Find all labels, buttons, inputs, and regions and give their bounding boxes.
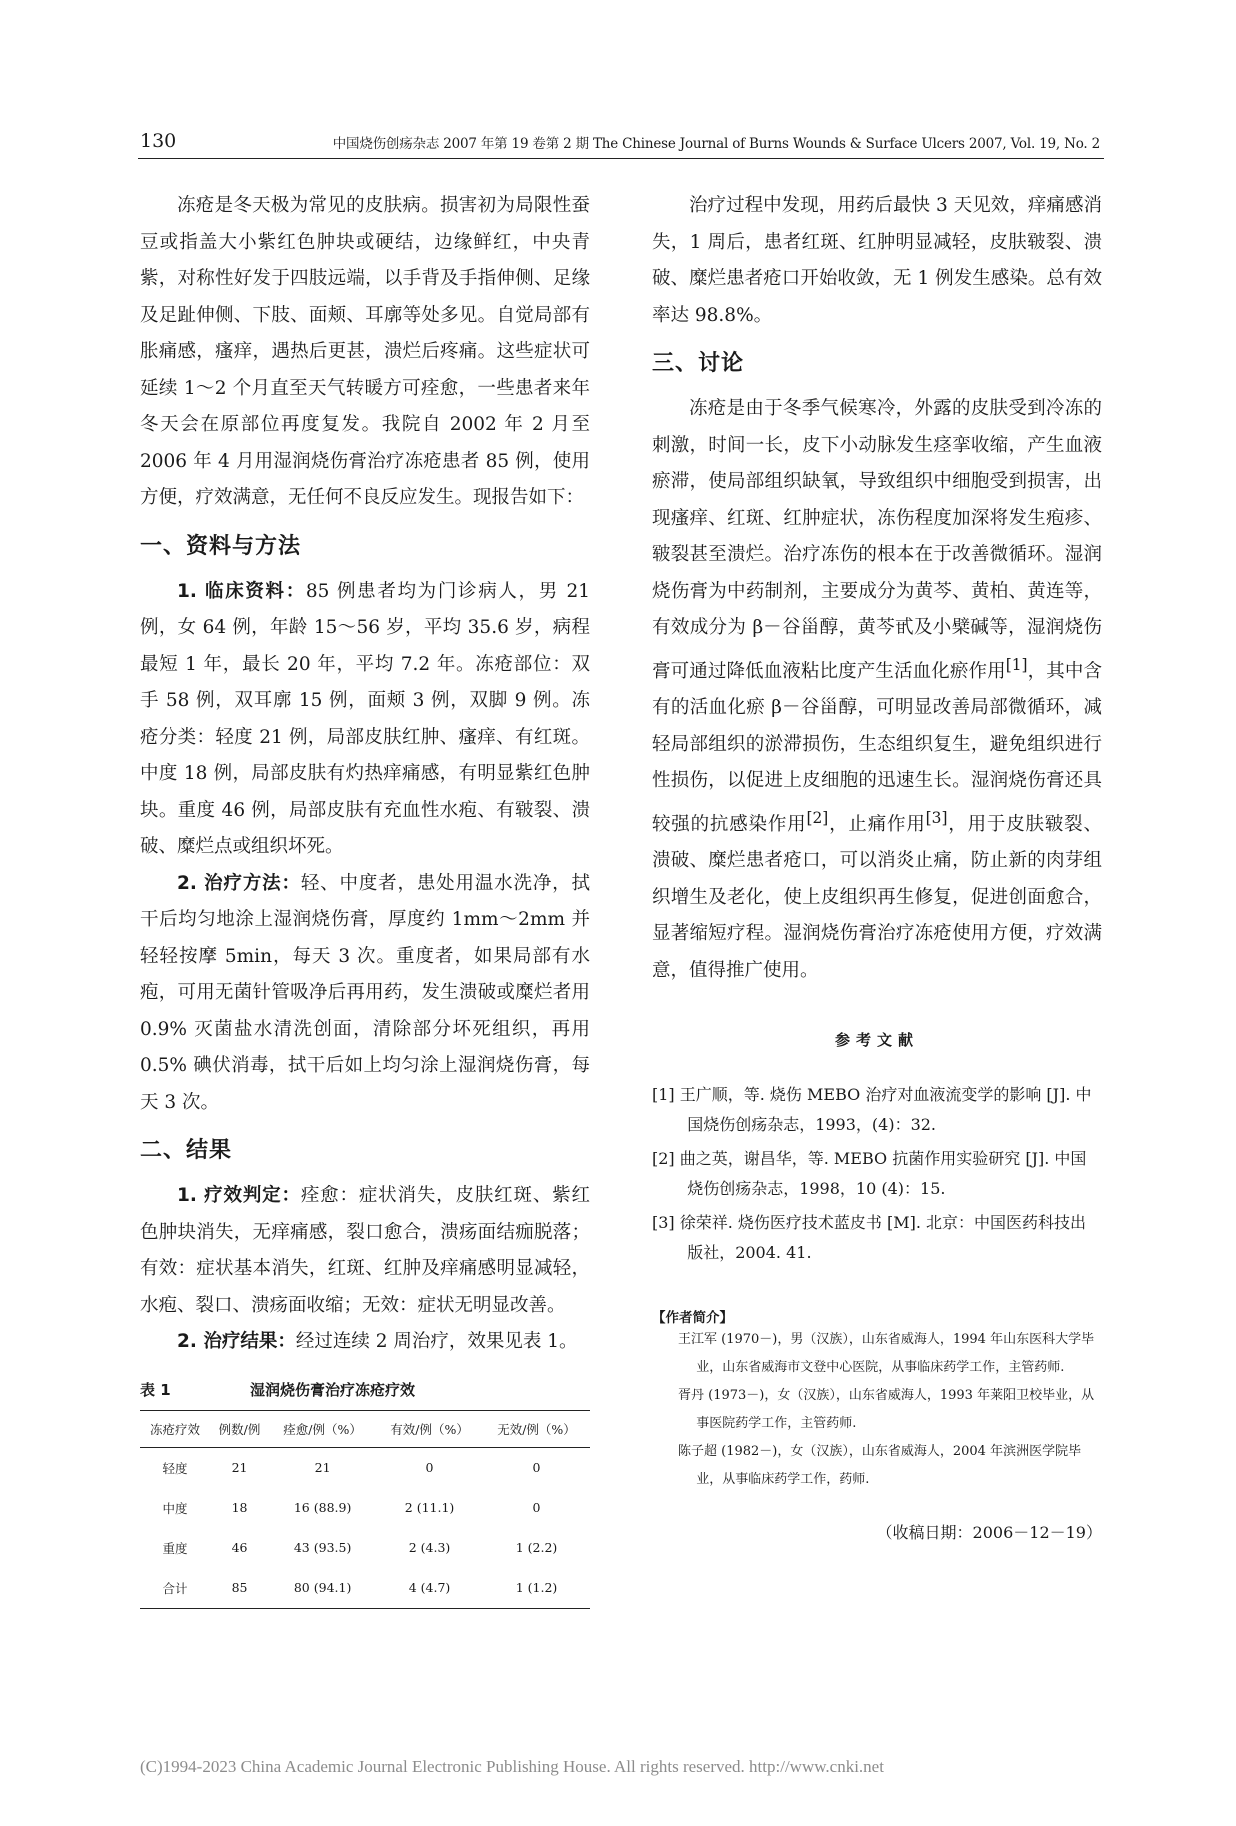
author-info-item: 胥丹 (1973－)，女（汉族），山东省威海人，1993 年莱阳卫校毕业，从事医院药学工作，主管药师. [678,1388,1095,1432]
results-continued-paragraph: 治疗过程中发现，用药后最快 3 天见效，痒痛感消失，1 周后，患者红斑、红肿明显减轻，皮肤皲裂、溃破、糜烂患者疮口开始收敛，无 1 例发生感染。总有效率达 98.8%。 [652,195,1102,326]
table-row [140,1528,590,1568]
reference-item: [1] 王广顺，等. 烧伤 MEBO 治疗对血液流变学的影响 [J]. 中国烧伤创疡杂志，1993，(4)：32. [652,1085,1092,1135]
reference-item: [2] 曲之英，谢昌华，等. MEBO 抗菌作用实验研究 [J]. 中国 烧伤创疡杂志，1998，10 (4)：15. [652,1149,1087,1199]
discussion-text-d: ，用于皮肤皲裂、溃破、糜烂患者疮口，可以消炎止痛，防止新的肉芽组织增生及老化，使上皮组织再生修复，促进创面愈合，显著缩短疗程。湿润烧伤膏治疗冻疮使用方便，疗效满意，值得推广使用。 [652,813,1102,981]
table-cell: 0 [532,1460,541,1475]
right-column [652,188,1102,1543]
section-heading-results: 二、结果 [140,1138,233,1163]
paragraph-treatment-result [140,1324,590,1361]
citation-3: [3] [925,808,948,827]
table-cell: 85 [210,1568,269,1609]
citation-1: [1] [1005,655,1028,674]
table-title: 湿润烧伤膏治疗冻疮疗效 [250,1380,416,1399]
treatment-method-text: 轻、中度者，患处用温水洗净，拭干后均匀地涂上湿润烧伤膏，厚度约 1mm～2mm 并轻轻按摩 5min，每天 3 次。重度者，如果局部有水疱，可用无菌针管吸净后再用药，发生溃破或糜烂者用 0.9% 灭菌盐水清洗创面，清除部分坏死组织，再用 0.5% 碘伏消毒，拭干后如上均匀涂上湿润烧伤膏，每天 3 次。 [140,872,590,1113]
table-number: 表 1 [140,1380,171,1399]
table-cell: 80 (94.1) [269,1568,376,1609]
discussion-text-a: 冻疮是由于冬季气候寒冷，外露的皮肤受到冷冻的刺激，时间一长，皮下小动脉发生痉挛收缩，产生血液瘀滞，使局部组织缺氧，导致组织中细胞受到损害，出现瘙痒、红斑、红肿症状，冻伤程度加深将发生疱疹、皲裂甚至溃烂。治疗冻伤的根本在于改善微循环。湿润烧伤膏为中药制剂，主要成分为黄芩、黄柏、黄连等，有效成分为 β－谷甾醇，黄芩甙及小檗碱等，湿润烧伤膏可通过降低血液粘比度产生活血化瘀作用 [652,398,1102,682]
paragraph-efficacy-criteria [140,1178,590,1324]
clinical-data-text: 85 例患者均为门诊病人，男 21 例，女 64 例，年龄 15～56 岁，平均 35.6 岁，病程最短 1 年，最长 20 年，平均 7.2 年。冻疮部位：双手 58 例，双耳廓 15 例，面颊 3 例，双脚 9 例。冻疮分类：轻度 21 例，局部皮肤红肿、瘙痒、有红斑。中度 18 例，局部皮肤有灼热痒痛感，有明显紫红色肿块。重度 46 例，局部皮肤有充血性水疱、有皲裂、溃破、糜烂点或组织坏死。 [140,580,591,857]
header-rule [138,158,1104,159]
subheading-treatment-result: 2. 治疗结果： [177,1331,296,1352]
treatment-result-text: 经过连续 2 周治疗，效果见表 1。 [295,1331,578,1352]
efficacy-table [140,1410,590,1609]
table-cell: 2 (11.1) [404,1500,455,1515]
table-header-cell: 有效/例（%） [376,1410,483,1447]
table-cell: 中度 [162,1500,188,1516]
table-cell: 21 [231,1460,248,1475]
table-cell: 轻度 [162,1460,188,1476]
received-date: （收稿日期：2006－12－19） [876,1523,1102,1543]
table-cell: 4 (4.7) [376,1568,483,1609]
citation-2: [2] [806,808,829,827]
section-heading-methods: 一、资料与方法 [140,533,302,559]
table-cell: 重度 [162,1540,188,1556]
table-header-cell: 冻疮疗效 [140,1410,210,1447]
page-number: 130 [140,130,177,152]
table-caption [140,1379,590,1400]
table-cell: 合计 [140,1568,210,1609]
table-header-cell: 痊愈/例（%） [269,1410,376,1447]
paragraph-clinical-data [140,574,590,866]
references-title: 参考文献 [834,1031,919,1050]
paragraph-treatment-method [140,866,590,1122]
table-row [140,1568,590,1609]
section-heading-discussion: 三、讨论 [652,351,745,376]
table-header-cell: 无效/例（%） [483,1410,590,1447]
table-cell: 2 (4.3) [408,1540,451,1555]
subheading-treatment-method: 2. 治疗方法： [177,872,301,894]
author-info-item: 王江军 (1970－)，男（汉族），山东省威海人，1994 年山东医科大学毕业，山东省威海市文登中心医院，从事临床药学工作，主管药师. [678,1332,1095,1376]
table-row [140,1488,590,1528]
table-cell: 18 [231,1500,248,1515]
table-header-row [140,1410,590,1447]
table-cell: 0 [425,1460,434,1475]
table-cell: 1 (1.2) [483,1568,590,1609]
table-row [140,1447,590,1488]
subheading-clinical-data: 1. 临床资料： [177,580,306,602]
table-cell: 43 (93.5) [293,1540,352,1555]
table-cell: 0 [532,1500,541,1515]
discussion-text-c: ，止痛作用 [828,813,926,835]
discussion-paragraph [652,391,1102,989]
copyright-footer: (C)1994-2023 China Academic Journal Electronic Publishing House. All rights reserved. http://www.cnki.net [140,1757,884,1776]
table-header-cell: 例数/例 [210,1410,269,1447]
table-cell: 16 (88.9) [293,1500,352,1515]
author-info-title: 【作者简介】 [652,1310,733,1327]
left-column [140,188,590,1609]
table-cell: 46 [231,1540,248,1555]
reference-item: [3] 徐荣祥. 烧伤医疗技术蓝皮书 [M]. 北京：中国医药科技出版社，2004. 41. [652,1213,1087,1263]
running-header: 中国烧伤创疡杂志 2007 年第 19 卷第 2 期 The Chinese Journal of Burns Wounds & Surface Ulcers 2007, Vol. 19, No. 2 [332,136,1100,152]
discussion-text-b: ，其中含有的活血化瘀 β－谷甾醇，可明显改善局部微循环，减轻局部组织的淤滞损伤，生态组织复生，避免组织进行性损伤，以促进上皮细胞的迅速生长。湿润烧伤膏还具较强的抗感染作用 [652,660,1102,835]
author-info-item: 陈子超 (1982－)，女（汉族），山东省威海人，2004 年滨洲医学院毕业，从事临床药学工作，药师. [678,1444,1082,1488]
intro-paragraph: 冻疮是冬天极为常见的皮肤病。损害初为局限性蚕豆或指盖大小紫红色肿块或硬结，边缘鲜红，中央青紫，对称性好发于四肢远端，以手背及手指伸侧、足缘及足趾伸侧、下肢、面颊、耳廓等处多见。自觉局部有胀痛感，瘙痒，遇热后更甚，溃烂后疼痛。这些症状可延续 1～2 个月直至天气转暖方可痊愈，一些患者来年冬天会在原部位再度复发。我院自 2002 年 2 月至 2006 年 4 月用湿润烧伤膏治疗冻疮患者 85 例，使用方便，疗效满意，无任何不良反应发生。现报告如下： [140,195,590,508]
table-cell: 21 [314,1460,331,1475]
subheading-efficacy-criteria: 1. 疗效判定： [177,1185,301,1206]
efficacy-criteria-text: 痊愈：症状消失，皮肤红斑、紫红色肿块消失，无痒痛感，裂口愈合，溃疡面结痂脱落；有效：症状基本消失，红斑、红肿及痒痛感明显减轻，水疱、裂口、溃疡面收缩；无效：症状无明显改善。 [140,1185,590,1316]
table-cell: 1 (2.2) [515,1540,558,1555]
